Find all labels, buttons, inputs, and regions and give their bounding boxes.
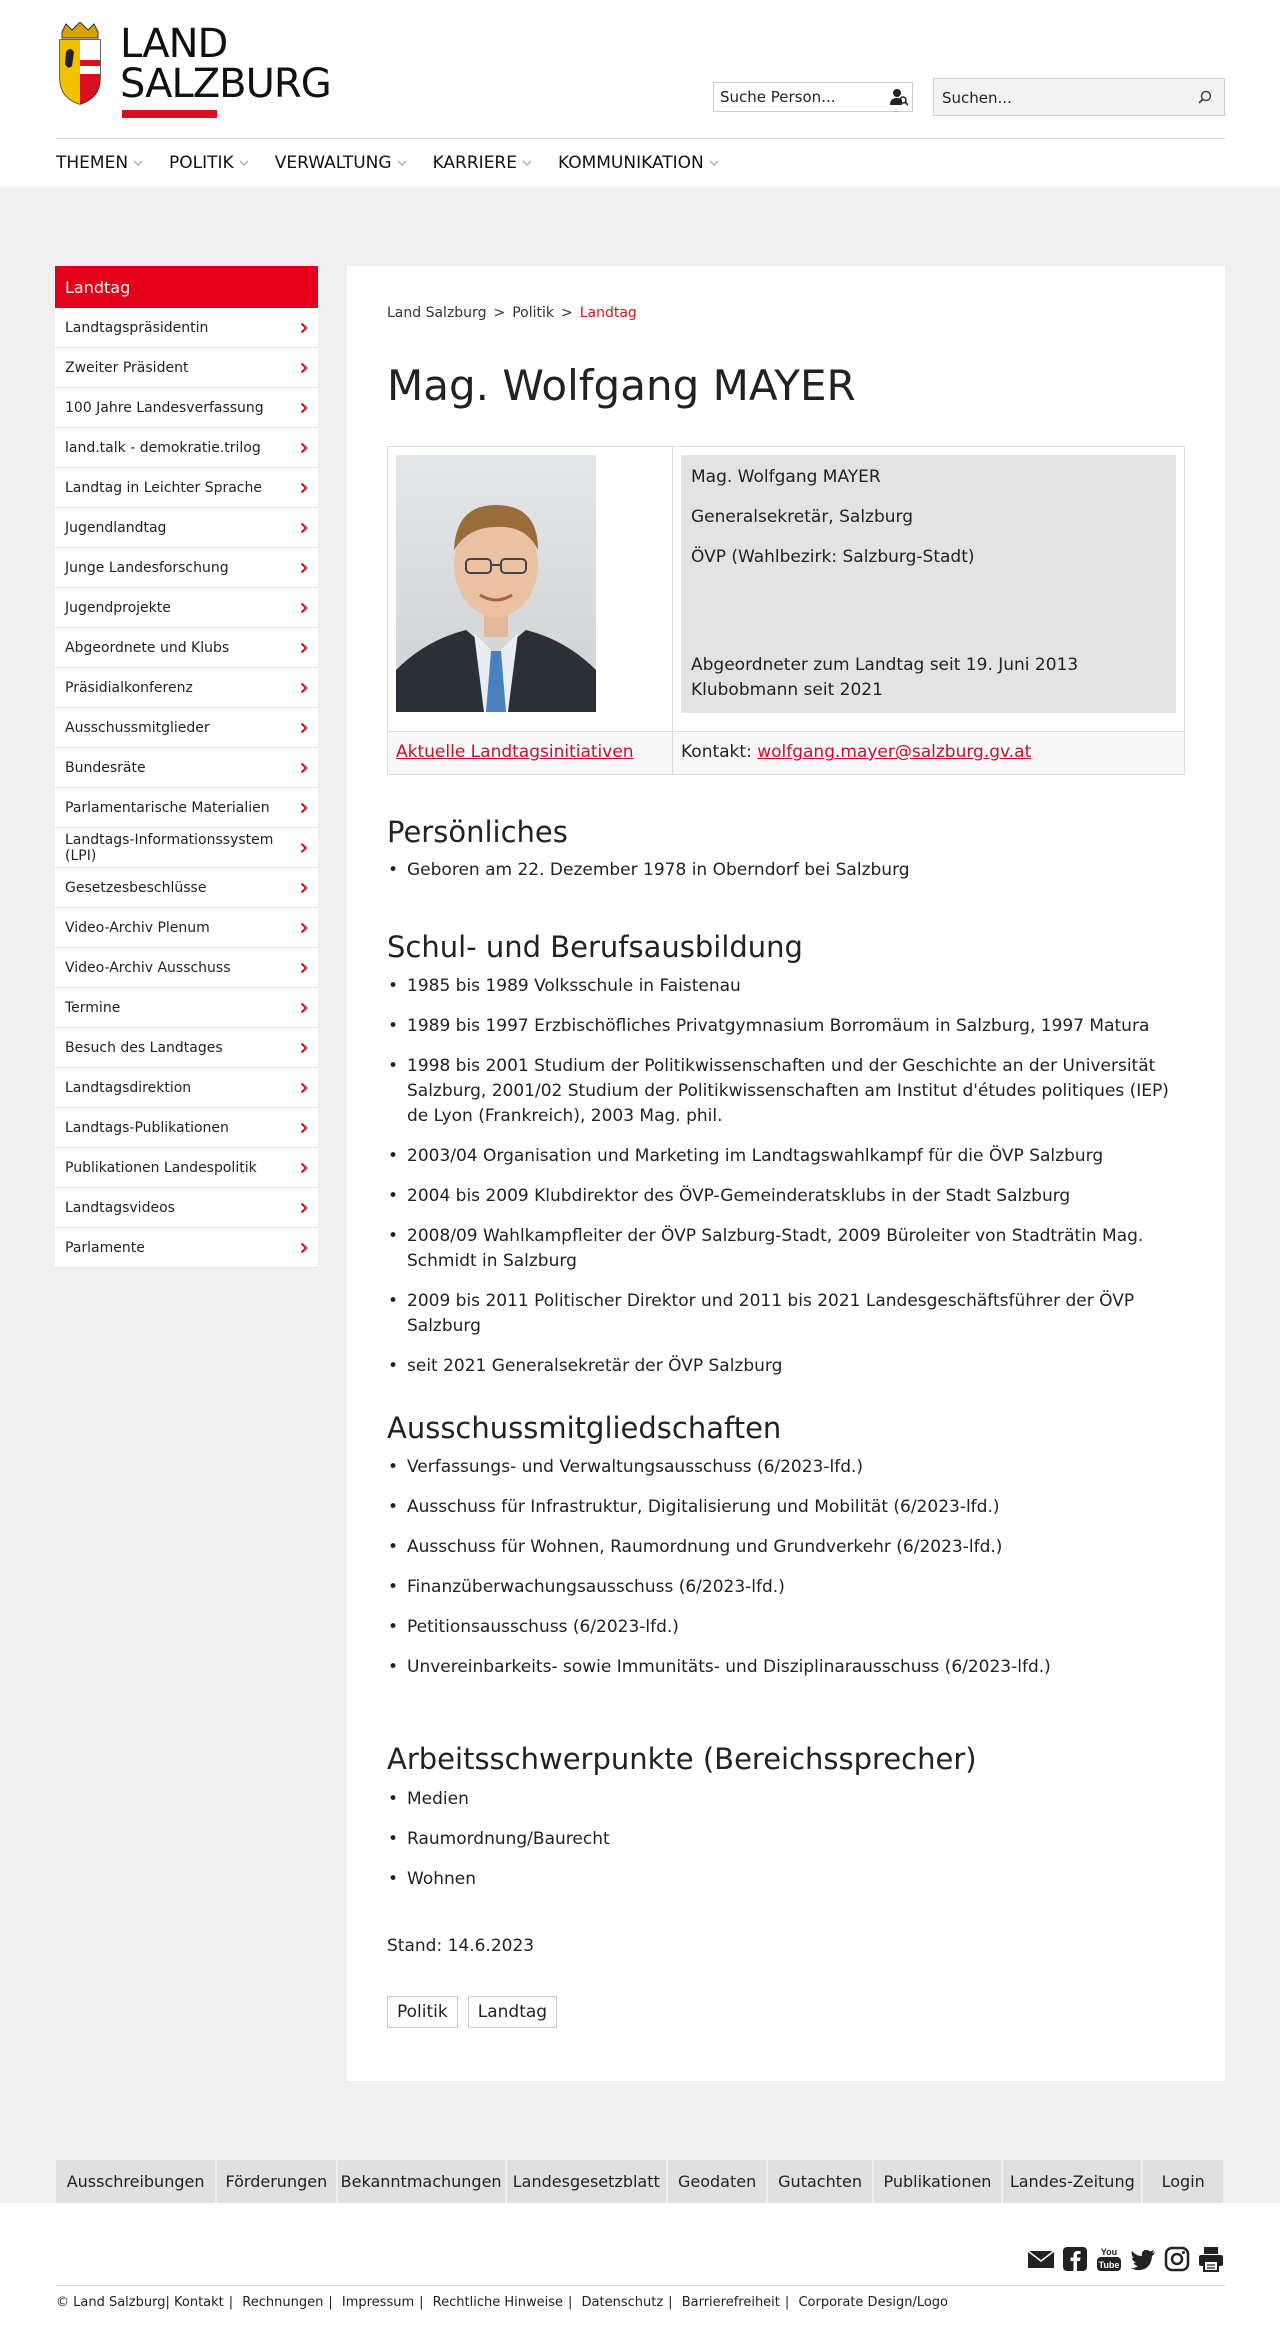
twitter-icon[interactable] xyxy=(1129,2245,1157,2273)
profile-info-box xyxy=(681,455,1176,713)
sidebar-item-label: Bundesräte xyxy=(65,759,146,776)
sidebar-item[interactable] xyxy=(55,708,318,748)
chevron-right-icon xyxy=(300,1122,308,1134)
youtube-icon[interactable] xyxy=(1095,2245,1123,2273)
sidebar-item-label: Jugendlandtag xyxy=(65,519,167,536)
sidebar-item[interactable] xyxy=(55,748,318,788)
logo-wordmark xyxy=(120,21,331,107)
nav-item-themen[interactable] xyxy=(56,150,143,176)
svg-text:Tube: Tube xyxy=(1098,2260,1120,2270)
focus-list xyxy=(387,1787,1177,1907)
chevron-right-icon xyxy=(300,1002,308,1014)
main-navigation xyxy=(56,150,745,176)
chevron-right-icon xyxy=(300,602,308,614)
chevron-right-icon xyxy=(300,1202,308,1214)
sidebar-item-label: land.talk - demokratie.trilog xyxy=(65,439,261,456)
chevron-right-icon xyxy=(300,1242,308,1254)
chevron-right-icon xyxy=(300,962,308,974)
site-search-input[interactable] xyxy=(942,88,1182,108)
list-item: • Geboren am 22. Dezember 1978 in Oberndorf bei Salzburg xyxy=(387,858,1177,883)
sidebar-item-label: Junge Landesforschung xyxy=(65,559,229,576)
sidebar-item-label: Landtags-Informationssystem (LPI) xyxy=(65,831,274,864)
sidebar-item[interactable] xyxy=(55,988,318,1028)
chevron-right-icon xyxy=(300,1042,308,1054)
chevron-right-icon xyxy=(300,1162,308,1174)
sidebar-item[interactable] xyxy=(55,868,318,908)
sidebar-item[interactable] xyxy=(55,828,318,868)
chevron-right-icon xyxy=(300,482,308,494)
sidebar-item-label: Landtag in Leichter Sprache xyxy=(65,479,262,496)
footer-divider xyxy=(56,2285,1225,2286)
chevron-right-icon xyxy=(300,562,308,574)
footer-link-landes-zeitung[interactable]: Landes-Zeitung xyxy=(1003,2160,1141,2203)
search-icon[interactable] xyxy=(1198,90,1212,104)
sidebar-item[interactable] xyxy=(55,468,318,508)
list-item: • 1985 bis 1989 Volksschule in Faistenau xyxy=(387,974,1177,999)
nav-label: KARRIERE xyxy=(432,153,517,173)
sidebar-item-label: Landtagspräsidentin xyxy=(65,319,209,336)
list-item: • Wohnen xyxy=(387,1867,1177,1892)
sidebar-item-label: Besuch des Landtages xyxy=(65,1039,223,1056)
chevron-right-icon xyxy=(300,402,308,414)
list-item: • Unvereinbarkeits- sowie Immunitäts- und Disziplinarausschuss (6/2023-lfd.) xyxy=(387,1655,1177,1680)
logo-line-salzburg: SALZBURG xyxy=(120,61,331,107)
site-footer xyxy=(0,2203,1280,2348)
section-heading-committees: Ausschussmitgliedschaften xyxy=(387,1411,782,1445)
profile-tenure xyxy=(691,653,1078,703)
nav-item-politik[interactable] xyxy=(169,150,249,176)
legal-separator: | xyxy=(567,2295,573,2310)
sidebar-item-label: Landtags-Publikationen xyxy=(65,1119,229,1136)
main-content xyxy=(347,266,1225,2081)
legal-link-kontakt[interactable]: Kontakt xyxy=(174,2295,224,2310)
list-item: • Ausschuss für Wohnen, Raumordnung und Grundverkehr (6/2023-lfd.) xyxy=(387,1535,1177,1560)
chevron-right-icon xyxy=(300,842,308,854)
profile-row xyxy=(388,447,1184,732)
breadcrumb-separator: > xyxy=(560,305,573,321)
chevron-right-icon xyxy=(300,682,308,694)
profile-role: Generalsekretär, Salzburg xyxy=(691,507,914,527)
chevron-down-icon xyxy=(522,159,532,167)
legal-link-impressum[interactable]: Impressum xyxy=(341,2295,415,2310)
sidebar-item[interactable] xyxy=(55,428,318,468)
chevron-right-icon xyxy=(300,642,308,654)
personal-list xyxy=(387,858,1177,898)
profile-name: Mag. Wolfgang MAYER xyxy=(691,467,881,487)
legal-link-corporate-design[interactable]: Corporate Design/Logo xyxy=(798,2295,948,2310)
footer-link-ausschreibungen[interactable]: Ausschreibungen xyxy=(56,2160,215,2203)
sidebar-item-label: Landtagsvideos xyxy=(65,1199,175,1216)
list-item: • seit 2021 Generalsekretär der ÖVP Salzburg xyxy=(387,1354,1177,1379)
breadcrumb xyxy=(387,305,637,321)
sidebar-item-label: Publikationen Landespolitik xyxy=(65,1159,257,1176)
salzburg-crest-icon xyxy=(56,22,104,106)
mail-icon[interactable] xyxy=(1027,2245,1055,2273)
chevron-right-icon xyxy=(300,522,308,534)
print-icon[interactable] xyxy=(1197,2245,1225,2273)
header-divider xyxy=(56,138,1225,139)
sidebar-item-label: Landtagsdirektion xyxy=(65,1079,192,1096)
list-item: • 1998 bis 2001 Studium der Politikwissenschaften und der Geschichte an der Universität Salzburg, 2001/02 Studium der Politikwissenschaften am Institut d'études politiques (IEP) de Lyon (Frankreich), 2003 Mag. phil. xyxy=(387,1054,1177,1129)
chevron-right-icon xyxy=(300,882,308,894)
chevron-right-icon xyxy=(300,1082,308,1094)
sidebar-item[interactable] xyxy=(55,508,318,548)
profile-links-row xyxy=(388,732,1184,774)
tag-landtag[interactable]: Landtag xyxy=(468,1996,557,2028)
list-item: • Medien xyxy=(387,1787,1177,1812)
list-item: • 2003/04 Organisation und Marketing im Landtagswahlkampf für die ÖVP Salzburg xyxy=(387,1144,1177,1169)
nav-item-karriere[interactable] xyxy=(433,150,532,176)
footer-link-login[interactable]: Login xyxy=(1143,2160,1223,2203)
legal-separator: | xyxy=(784,2295,790,2310)
sidebar-item[interactable] xyxy=(55,948,318,988)
legal-separator: | xyxy=(668,2295,673,2310)
sidebar-item-label: Präsidialkonferenz xyxy=(65,679,193,696)
sidebar-item-label: Video-Archiv Ausschuss xyxy=(65,959,231,976)
land-salzburg-logo[interactable] xyxy=(56,22,336,122)
breadcrumb-link-land-salzburg[interactable]: Land Salzburg xyxy=(387,305,487,321)
sidebar-item-label: Video-Archiv Plenum xyxy=(65,919,210,936)
nav-item-verwaltung[interactable] xyxy=(275,150,407,176)
footer-link-bekanntmachungen[interactable]: Bekanntmachungen xyxy=(338,2160,505,2203)
contact-cell xyxy=(673,732,1184,774)
breadcrumb-current: Landtag xyxy=(579,305,637,321)
initiatives-link[interactable]: Aktuelle Landtagsinitiativen xyxy=(388,732,673,774)
footer-link-publikationen[interactable]: Publikationen xyxy=(874,2160,1001,2203)
sidebar-navigation xyxy=(55,266,318,1268)
chevron-down-icon xyxy=(397,159,407,167)
sidebar-item-label: Zweiter Präsident xyxy=(65,359,189,376)
sidebar-item[interactable] xyxy=(55,908,318,948)
legal-link-rechnungen[interactable]: Rechnungen xyxy=(242,2295,324,2310)
list-item: • Ausschuss für Infrastruktur, Digitalisierung und Mobilität (6/2023-lfd.) xyxy=(387,1495,1177,1520)
nav-label: VERWALTUNG xyxy=(274,153,392,173)
list-item: • Finanzüberwachungsausschuss (6/2023-lfd.) xyxy=(387,1575,1177,1600)
list-item: • 1989 bis 1997 Erzbischöfliches Privatgymnasium Borromäum in Salzburg, 1997 Matura xyxy=(387,1014,1177,1039)
list-item: • Petitionsausschuss (6/2023-lfd.) xyxy=(387,1615,1177,1640)
sidebar-item-label: Abgeordnete und Klubs xyxy=(65,639,230,656)
chevron-right-icon xyxy=(300,922,308,934)
svg-text:You: You xyxy=(1100,2247,1118,2257)
legal-link-rechtliche-hinweise[interactable]: Rechtliche Hinweise xyxy=(432,2295,563,2310)
person-search-icon[interactable] xyxy=(890,88,908,106)
chevron-down-icon xyxy=(709,159,719,167)
sidebar-item[interactable] xyxy=(55,788,318,828)
sidebar-item-label: Parlamente xyxy=(65,1239,145,1256)
person-search-input[interactable] xyxy=(720,87,880,107)
legal-links xyxy=(56,2295,948,2310)
list-item: • 2008/09 Wahlkampfleiter der ÖVP Salzburg-Stadt, 2009 Büroleiter von Stadträtin Mag. Schmidt in Salzburg xyxy=(387,1224,1177,1274)
sidebar-item[interactable] xyxy=(55,628,318,668)
chevron-right-icon xyxy=(300,802,308,814)
footer-link-geodaten[interactable]: Geodaten xyxy=(668,2160,766,2203)
legal-link-datenschutz[interactable]: Datenschutz xyxy=(581,2295,664,2310)
sidebar-item-label: 100 Jahre Landesverfassung xyxy=(65,399,264,416)
footer-link-foerderungen[interactable]: Förderungen xyxy=(217,2160,335,2203)
chevron-right-icon xyxy=(300,722,308,734)
sidebar-item-label: Ausschussmitglieder xyxy=(65,719,210,736)
contact-email-link[interactable]: wolfgang.mayer@salzburg.gv.at xyxy=(757,742,1032,762)
footer-quicklinks xyxy=(56,2160,1225,2203)
nav-label: POLITIK xyxy=(169,153,234,173)
nav-label: KOMMUNIKATION xyxy=(558,153,704,173)
sidebar-item[interactable] xyxy=(55,1068,318,1108)
page-title: Mag. Wolfgang MAYER xyxy=(387,361,856,410)
sidebar-item[interactable] xyxy=(55,1228,318,1268)
contact-label: Kontakt: xyxy=(681,742,758,762)
last-updated: Stand: 14.6.2023 xyxy=(387,1936,535,1956)
profile-photo-cell xyxy=(388,447,673,731)
legal-separator: | xyxy=(328,2295,333,2310)
list-item: • 2004 bis 2009 Klubdirektor des ÖVP-Gemeinderatsklubs in der Stadt Salzburg xyxy=(387,1184,1177,1209)
legal-separator: | xyxy=(228,2295,234,2310)
list-item: • Raumordnung/Baurecht xyxy=(387,1827,1177,1852)
site-header xyxy=(0,0,1280,186)
logo-line-land: LAND xyxy=(120,21,228,67)
logo-red-bar xyxy=(122,110,217,118)
list-item: • Verfassungs- und Verwaltungsausschuss (6/2023-lfd.) xyxy=(387,1455,1177,1480)
nav-label: THEMEN xyxy=(56,153,129,173)
portrait-photo xyxy=(396,455,596,712)
list-item: • 2009 bis 2011 Politischer Direktor und 2011 bis 2021 Landesgeschäftsführer der ÖVP Salzburg xyxy=(387,1289,1177,1339)
sidebar-item[interactable] xyxy=(55,588,318,628)
footer-link-landesgesetzblatt[interactable]: Landesgesetzblatt xyxy=(507,2160,666,2203)
breadcrumb-separator: > xyxy=(493,305,506,321)
social-icons xyxy=(1021,2245,1225,2273)
profile-party: ÖVP (Wahlbezirk: Salzburg-Stadt) xyxy=(691,547,975,567)
sidebar-item[interactable] xyxy=(55,348,318,388)
facebook-icon[interactable] xyxy=(1061,2245,1089,2273)
section-heading-personal: Persönliches xyxy=(387,815,568,849)
nav-item-kommunikation[interactable] xyxy=(558,150,719,176)
sidebar-item[interactable] xyxy=(55,388,318,428)
chevron-right-icon xyxy=(300,362,308,374)
sidebar-item-label: Termine xyxy=(65,999,121,1016)
sidebar-item[interactable] xyxy=(55,1188,318,1228)
footer-link-gutachten[interactable]: Gutachten xyxy=(768,2160,871,2203)
chevron-down-icon xyxy=(239,159,249,167)
sidebar-items xyxy=(55,308,318,1268)
person-search-box xyxy=(713,82,913,112)
breadcrumb-link-politik[interactable]: Politik xyxy=(512,305,554,321)
tag-politik[interactable]: Politik xyxy=(387,1996,458,2028)
sidebar-item-label: Gesetzesbeschlüsse xyxy=(65,879,207,896)
instagram-icon[interactable] xyxy=(1163,2245,1191,2273)
chevron-down-icon xyxy=(133,159,143,167)
legal-link-barrierefreiheit[interactable]: Barrierefreiheit xyxy=(681,2295,780,2310)
section-heading-focus: Arbeitsschwerpunkte (Bereichssprecher) xyxy=(387,1742,977,1776)
sidebar-item-label: Parlamentarische Materialien xyxy=(65,799,270,816)
chevron-right-icon xyxy=(300,762,308,774)
chevron-right-icon xyxy=(300,322,308,334)
sidebar-item[interactable] xyxy=(55,1028,318,1068)
legal-copyright: © Land Salzburg| xyxy=(56,2295,170,2310)
tag-list xyxy=(387,1996,567,2028)
profile-info-cell xyxy=(673,447,1184,731)
profile-since: Abgeordneter zum Landtag seit 19. Juni 2013 xyxy=(691,655,1079,675)
profile-table xyxy=(387,446,1185,775)
sidebar-heading[interactable]: Landtag xyxy=(55,266,318,308)
committees-list xyxy=(387,1455,1177,1695)
sidebar-item[interactable] xyxy=(55,668,318,708)
education-list xyxy=(387,974,1177,1394)
sidebar-item[interactable] xyxy=(55,548,318,588)
sidebar-item-label: Jugendprojekte xyxy=(65,599,171,616)
section-heading-education: Schul- und Berufsausbildung xyxy=(387,930,803,964)
legal-separator: | xyxy=(419,2295,424,2310)
sidebar-item[interactable] xyxy=(55,1108,318,1148)
sidebar-item[interactable] xyxy=(55,1148,318,1188)
chevron-right-icon xyxy=(300,442,308,454)
profile-club: Klubobmann seit 2021 xyxy=(691,680,883,700)
site-search-box xyxy=(933,78,1225,116)
sidebar-item[interactable] xyxy=(55,308,318,348)
